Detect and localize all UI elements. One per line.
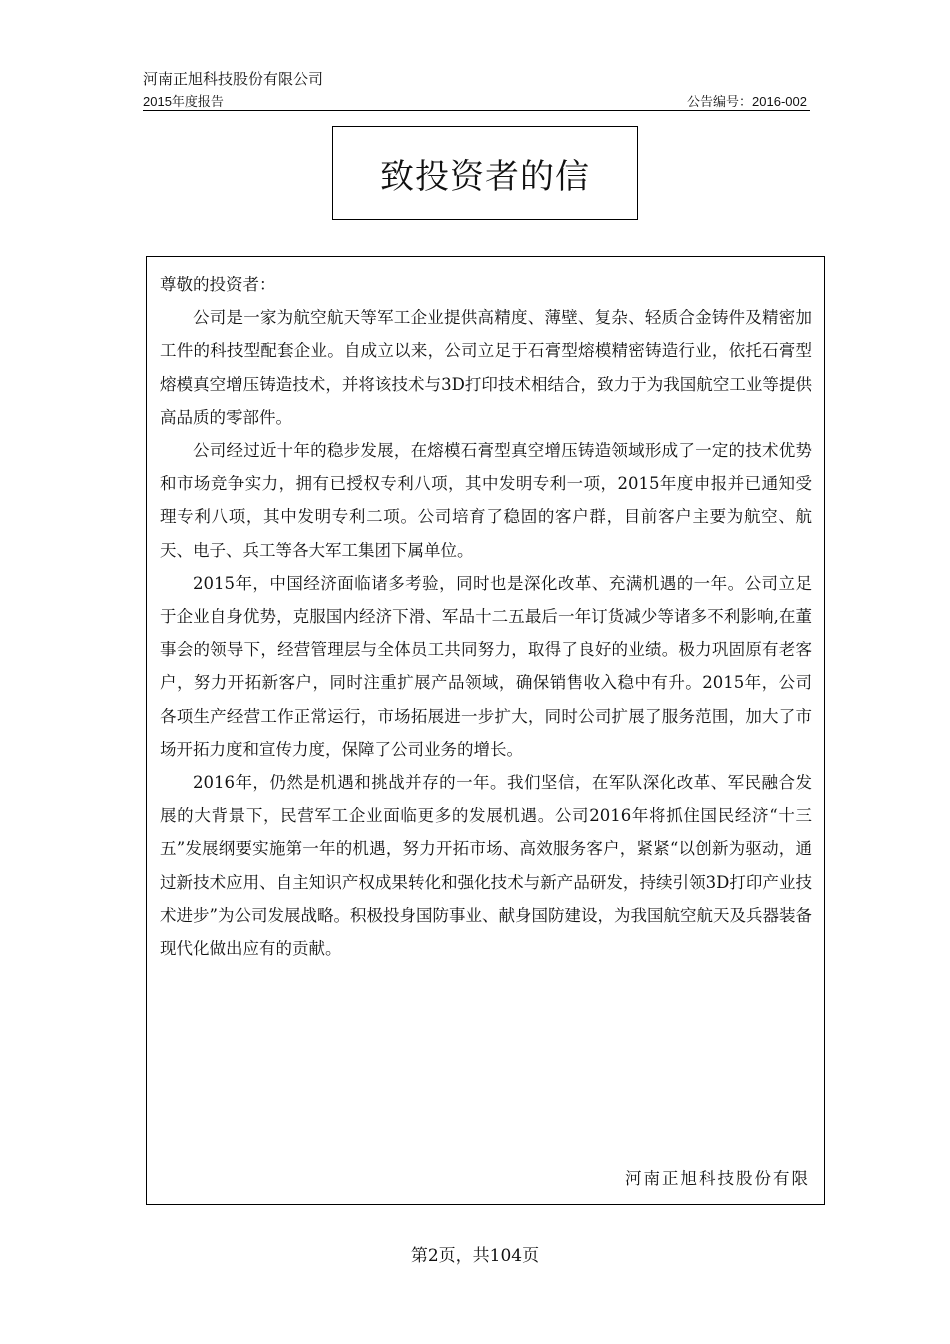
letter-paragraph-2: 公司经过近十年的稳步发展，在熔模石膏型真空增压铸造领域形成了一定的技术优势和市场竞争实力，拥有已授权专利八项，其中发明专利一项，2015年度申报并已通知受理专利八项，其中发明专利二项。公司培育了稳固的客户群，目前客户主要为航空、航天、电子、兵工等各大军工集团下属单位。	[160, 441, 812, 560]
page-title: 致投资者的信	[332, 126, 638, 220]
letter-body	[160, 268, 812, 965]
letter-paragraph-3: 2015年，中国经济面临诸多考验，同时也是深化改革、充满机遇的一年。公司立足于企业自身优势，克服国内经济下滑、军品十二五最后一年订货减少等诸多不利影响,在董事会的领导下，经营管理层与全体员工共同努力，取得了良好的业绩。极力巩固原有老客户，努力开拓新客户，同时注重扩展产品领域，确保销售收入稳中有升。2015年，公司各项生产经营工作正常运行，市场拓展进一步扩大，同时公司扩展了服务范围，加大了市场开拓力度和宣传力度，保障了公司业务的增长。	[160, 573, 812, 759]
letter-signature: 河南正旭科技股份有限	[625, 1169, 810, 1188]
letter-paragraph-1: 公司是一家为航空航天等军工企业提供高精度、薄壁、复杂、轻质合金铸件及精密加工件的科技型配套企业。自成立以来，公司立足于石膏型熔模精密铸造行业，依托石膏型熔模真空增压铸造技术，并将该技术与3D打印技术相结合，致力于为我国航空工业等提供高品质的零部件。	[160, 308, 812, 427]
header-rule	[143, 110, 810, 111]
letter-paragraph-4: 2016年，仍然是机遇和挑战并存的一年。我们坚信，在军队深化改革、军民融合发展的大背景下，民营军工企业面临更多的发展机遇。公司2016年将抓住国民经济“十三五”发展纲要实施第一年的机遇，努力开拓市场、高效服务客户，紧紧“以创新为驱动，通过新技术应用、自主知识产权成果转化和强化技术与新产品研发，持续引领3D打印产业技术进步”为公司发展战略。积极投身国防事业、献身国防建设，为我国航空航天及兵器装备现代化做出应有的贡献。	[160, 773, 812, 959]
header-report-year: 2015年度报告	[143, 94, 224, 109]
header-company: 河南正旭科技股份有限公司	[143, 70, 324, 88]
header-notice-number: 公告编号：2016-002	[687, 94, 807, 109]
letter-salutation: 尊敬的投资者：	[160, 275, 276, 294]
page-number: 第2页，共104页	[410, 1246, 540, 1266]
